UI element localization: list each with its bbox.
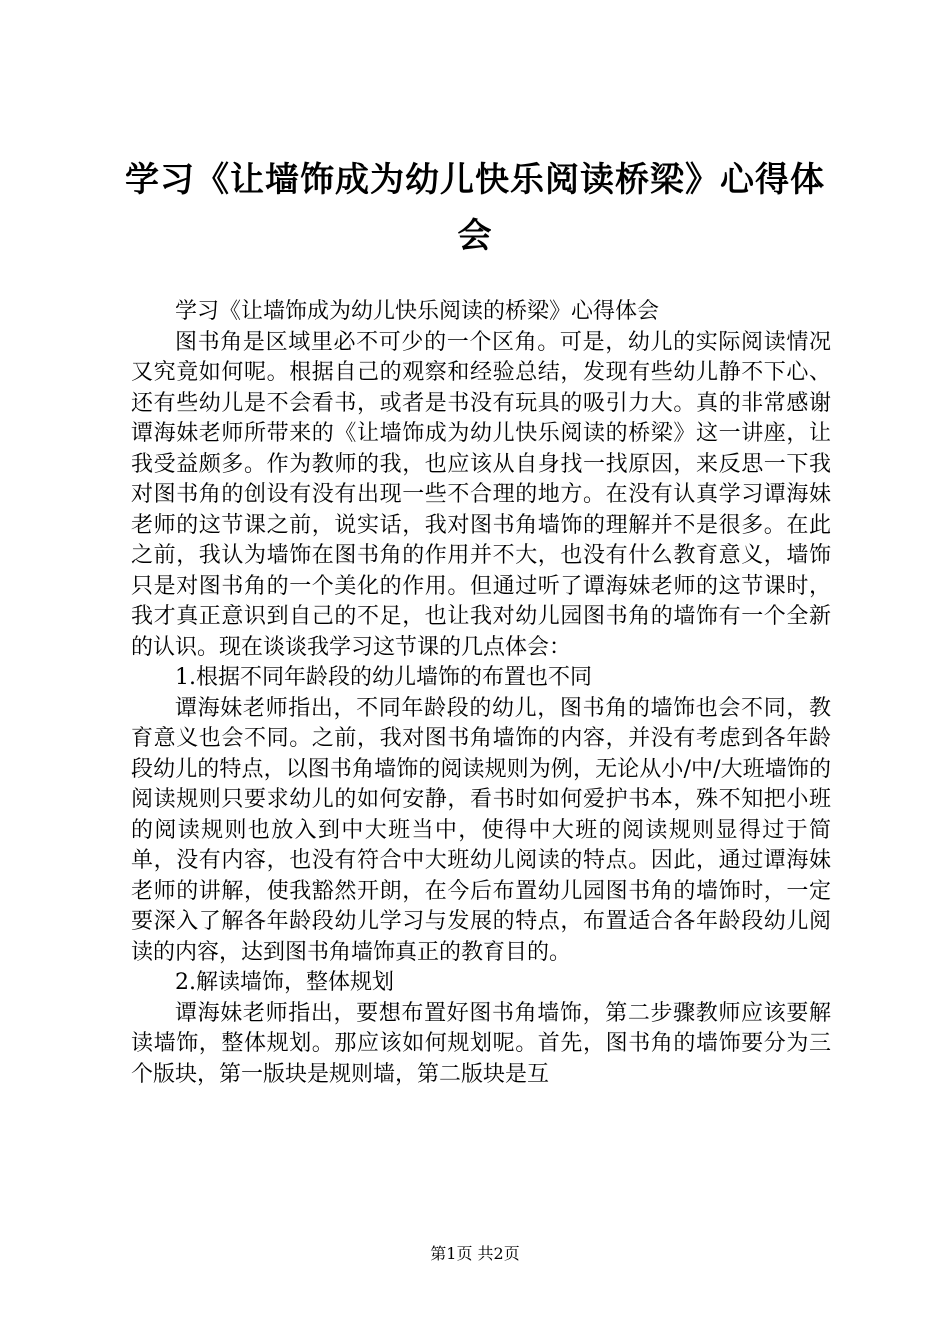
page-number-footer: 第1页 共2页 — [430, 1244, 520, 1263]
subtitle-paragraph: 学习《让墙饰成为幼儿快乐阅读的桥梁》心得体会 — [175, 299, 660, 324]
section-heading-1: 1.根据不同年龄段的幼儿墙饰的布置也不同 — [175, 665, 592, 690]
section-paragraph-1: 谭海妹老师指出，不同年龄段的幼儿，图书角的墙饰也会不同，教育意义也会不同。之前，我对图书角墙饰的内容，并没有考虑到各年龄段幼儿的特点，以图书角墙饰的阅读规则为例，无论从小/中/大班墙饰的阅读规则只要求幼儿的如何安静，看书时如何爱护书本，殊不知把小班的阅读规则也放入到中大班当中，使得中大班的阅读规则显得过于简单，没有内容，也没有符合中大班幼儿阅读的特点。因此，通过谭海妹老师的讲解，使我豁然开朗，在今后布置幼儿园图书角的墙饰时，一定要深入了解各年龄段幼儿学习与发展的特点，布置适合各年龄段幼儿阅读的内容，达到图书角墙饰真正的教育目的。 — [131, 695, 831, 965]
intro-paragraph: 图书角是区域里必不可少的一个区角。可是，幼儿的实际阅读情况又究竟如何呢。根据自己的观察和经验总结，发现有些幼儿静不下心、还有些幼儿是不会看书，或者是书没有玩具的吸引力大。真的非常感谢谭海妹老师所带来的《让墙饰成为幼儿快乐阅读的桥梁》这一讲座，让我受益颇多。作为教师的我，也应该从自身找一找原因，来反思一下我对图书角的创设有没有出现一些不合理的地方。在没有认真学习谭海妹老师的这节课之前，说实话，我对图书角墙饰的理解并不是很多。在此之前，我认为墙饰在图书角的作用并不大，也没有什么教育意义，墙饰只是对图书角的一个美化的作用。但通过听了谭海妹老师的这节课时，我才真正意识到自己的不足，也让我对幼儿园图书角的墙饰有一个全新的认识。现在谈谈我学习这节课的几点体会： — [131, 329, 831, 660]
section-heading-2: 2.解读墙饰，整体规划 — [175, 970, 394, 995]
document-title: 学习《让墙饰成为幼儿快乐阅读桥梁》心得体会 — [125, 160, 825, 256]
document-body — [131, 297, 831, 1090]
section-paragraph-2: 谭海妹老师指出，要想布置好图书角墙饰，第二步骤教师应该要解读墙饰，整体规划。那应该如何规划呢。首先，图书角的墙饰要分为三个版块，第一版块是规则墙，第二版块是互 — [131, 1000, 831, 1087]
